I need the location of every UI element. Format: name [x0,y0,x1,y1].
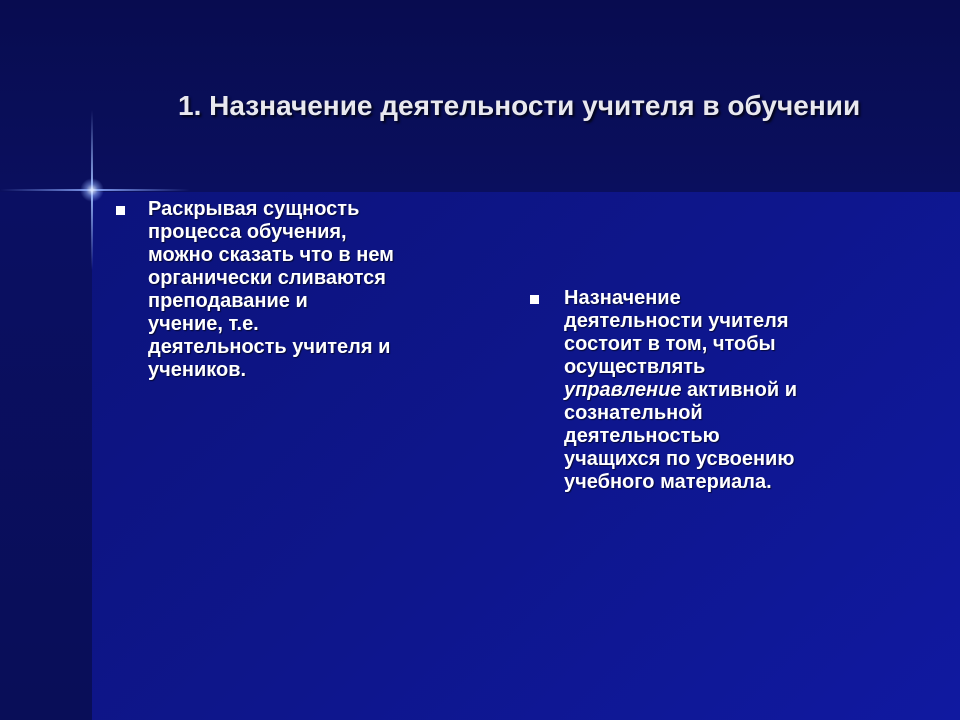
bullet-item-left [116,198,466,382]
slide-title: 1. Назначение деятельности учителя в обучении [178,90,861,121]
square-bullet-icon [530,295,539,304]
left-band [0,192,92,720]
bullet-text-right-end: активной и сознательной деятельностью учащихся по усвоению учебного материала. [564,379,798,493]
bullet-item-right [530,287,870,494]
emphasis-word: управление [564,379,682,401]
light-flare-icon [80,178,104,202]
square-bullet-icon [116,206,125,215]
bullet-text-right [564,287,870,494]
bullet-text-left: Раскрывая сущность процесса обучения, можно сказать что в нем органически сливаются преподавание и учение, т.е. деятельность учителя и учеников. [148,198,394,381]
bullet-text-right-start: Назначение деятельности учителя состоит в том, чтобы осуществлять [564,287,789,378]
